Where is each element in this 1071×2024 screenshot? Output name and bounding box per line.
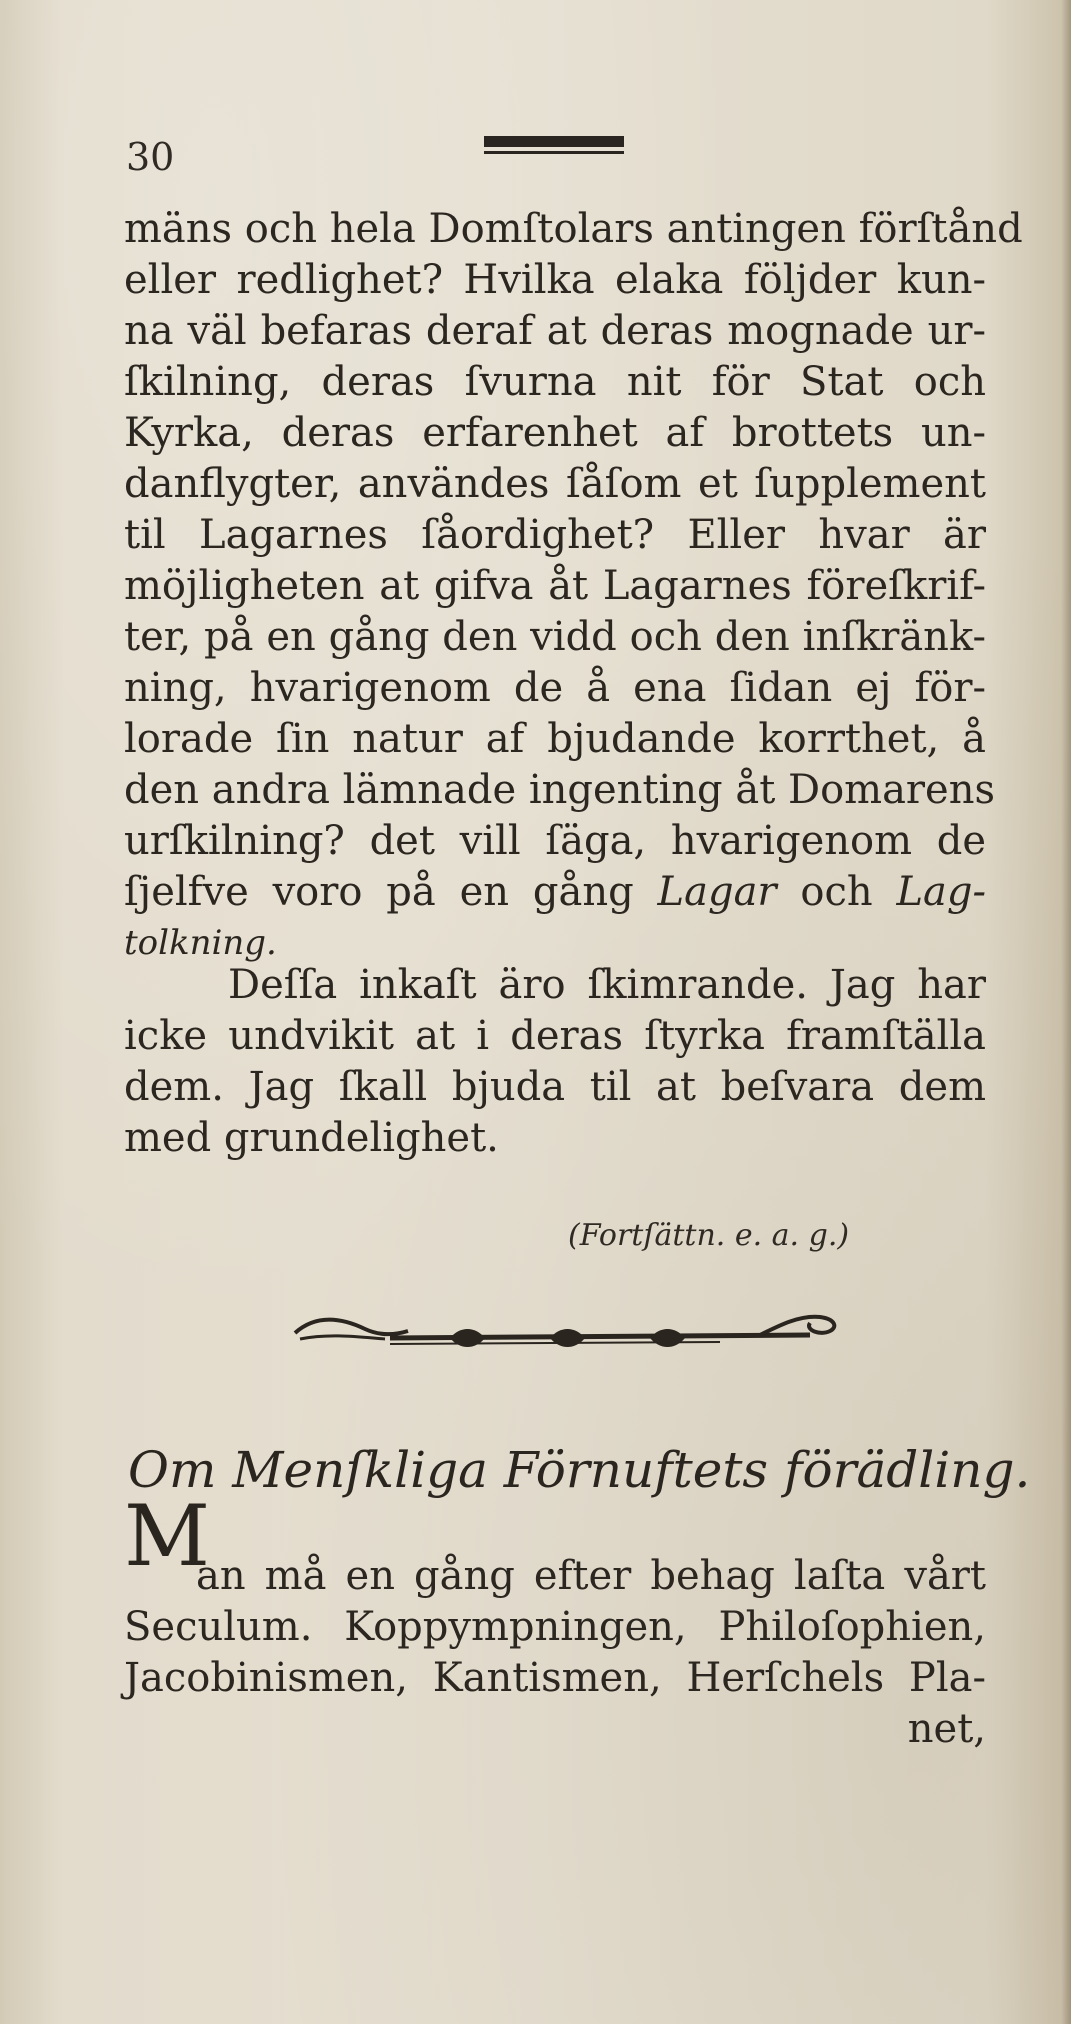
paragraph-1-line-9: ter, på en gång den vidd och den inſkränk- [124,614,986,660]
paragraph-3-line-2: Seculum. Koppympningen, Philoſophien, [124,1604,986,1650]
line-14-text: ſjelfve voro på en gång [124,869,634,915]
paragraph-2-line-3: dem. Jag ſkall bjuda til at beſvara dem [124,1064,986,1110]
paragraph-3-line-3: Jacobinismen, Kantismen, Herſchels Pla- [124,1655,986,1701]
paragraph-2-line-4: med grundelighet. [124,1115,499,1161]
paragraph-1-line-2: eller redlighet? Hvilka elaka följder kun- [124,257,986,303]
section-title: Om Menſkliga Förnuftets förädling. [128,1441,1031,1499]
italic-lag: Lag- [896,869,986,915]
paragraph-1-line-12: den andra lämnade ingenting åt Domarens [124,767,996,813]
paragraph-1-line-1: mäns och hela Domſtolars antingen förſtånd [124,206,1023,252]
page-number: 30 [126,135,175,179]
header-rule-thick [484,136,624,147]
decorative-ornament [290,1305,845,1355]
paragraph-1-line-14 [124,867,986,917]
paragraph-2-line-1: Deſſa inkaſt äro ſkimrande. Jag har [228,962,986,1008]
och-word: och [800,869,873,915]
paragraph-1-line-11: lorade ſin natur af bjudande korrthet, å [124,716,986,762]
paragraph-2-line-2: icke undvikit at i deras ſtyrka framſtälla [124,1013,986,1059]
header-rule-thin [484,151,624,154]
header-rule [484,136,624,154]
continuation-note: (Fortſättn. e. a. g.) [568,1218,850,1253]
paragraph-1-line-8: möjligheten at gifva åt Lagarnes föreſkrif- [124,563,986,609]
paragraph-3-line-4: net, [907,1706,986,1752]
italic-lagar: Lagar [657,869,777,915]
paragraph-1-line-6: danflygter, användes ſåſom et ſupplement [124,461,986,507]
page-edge-shadow [1061,0,1071,2024]
paragraph-1-line-10: ning, hvarigenom de å ena ſidan ej för- [124,665,986,711]
paragraph-1-line-3: na väl befaras deraf at deras mognade ur- [124,308,986,354]
paragraph-1-line-4: ſkilning, deras ſvurna nit för Stat och [124,359,986,405]
paragraph-1-line-7: til Lagarnes ſåordighet? Eller hvar är [124,512,986,558]
drop-cap: M [124,1487,211,1585]
paragraph-1-line-5: Kyrka, deras erfarenhet af brottets un- [124,410,986,456]
paragraph-1-line-15: tolkning. [124,923,277,963]
paragraph-3-line-1: an må en gång efter behag laſta vårt [196,1553,986,1599]
paragraph-1-line-13: urſkilning? det vill ſäga, hvarigenom de [124,818,986,864]
